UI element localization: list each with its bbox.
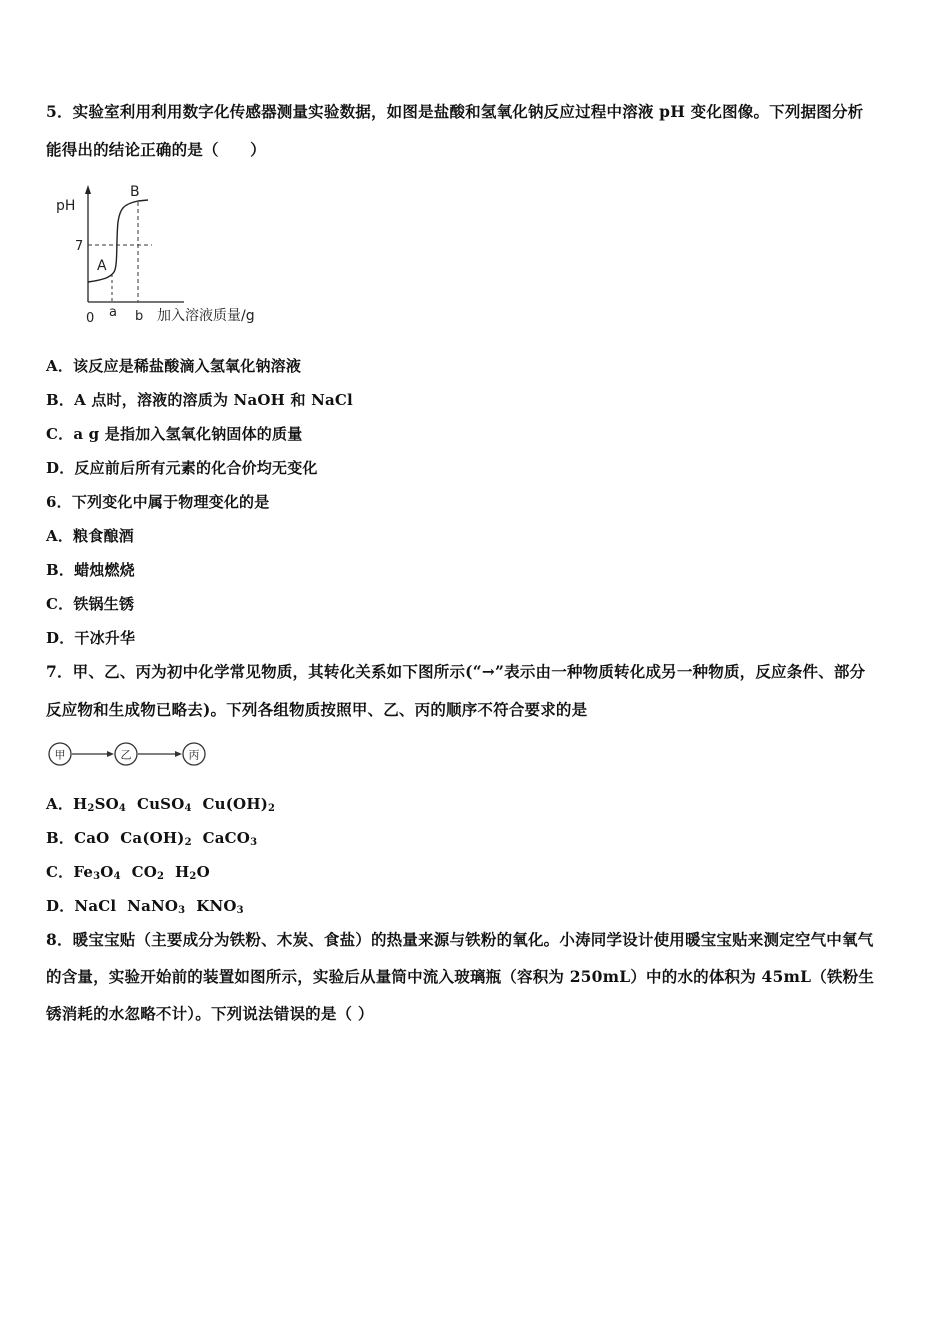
formula-part: Fe — [73, 863, 94, 881]
q7-option-c — [46, 862, 210, 882]
q8-stem-line3: 锈消耗的水忽略不计）。下列说法错误的是（ ） — [46, 1004, 374, 1023]
subscript: 2 — [157, 871, 165, 882]
q5-option-c: C．a g 是指加入氢氧化钠固体的质量 — [46, 425, 303, 443]
point-a-label: A — [97, 258, 107, 274]
formula-part: O — [100, 863, 114, 881]
y-axis-label: pH — [56, 198, 76, 214]
subscript: 4 — [118, 803, 127, 814]
point-b-label: B — [130, 184, 140, 200]
q5-stem-line2: 能得出的结论正确的是（ ） — [46, 140, 266, 159]
subscript: 3 — [236, 905, 244, 916]
subscript: 3 — [93, 871, 101, 882]
subscript: 2 — [87, 803, 95, 814]
subscript: 3 — [250, 837, 258, 848]
formula-part: CaCO — [202, 829, 251, 847]
formula-part: H — [73, 795, 88, 813]
formula-part: O — [196, 863, 210, 881]
option-label: D． — [46, 897, 75, 915]
q6-option-d: D．干冰升华 — [46, 629, 136, 647]
q5-option-a: A．该反应是稀盐酸滴入氢氧化钠溶液 — [46, 357, 302, 375]
arrow-2-head — [175, 751, 182, 757]
q7-stem-line2: 反应物和生成物已略去)。下列各组物质按照甲、乙、丙的顺序不符合要求的是 — [46, 700, 588, 719]
q6-option-c: C．铁锅生锈 — [46, 595, 135, 613]
subscript: 4 — [113, 871, 121, 882]
node-yi-label: 乙 — [120, 748, 132, 762]
q8-stem-line2: 的含量，实验开始前的装置如图所示，实验后从量筒中流入玻璃瓶（容积为 250mL）中的水的体积为 45mL（铁粉生 — [46, 967, 875, 986]
y-axis-arrow — [85, 185, 91, 194]
q5-stem-line1: 5．实验室利用利用数字化传感器测量实验数据，如图是盐酸和氢氧化钠反应过程中溶液 pH 变化图像。下列据图分析 — [46, 102, 864, 121]
arrow-1-head — [107, 751, 114, 757]
q6-option-a: A．粮食酿酒 — [46, 527, 134, 545]
x-tick-b: b — [135, 309, 144, 324]
formula-part: NaNO — [127, 897, 179, 915]
formula-part: CO — [131, 863, 158, 881]
formula-part: KNO — [196, 897, 237, 915]
formula-part: Ca(OH) — [120, 829, 185, 847]
subscript: 4 — [184, 803, 192, 814]
ph-curve-graph — [44, 180, 284, 330]
formula-part: CuSO — [136, 795, 185, 813]
conversion-diagram — [44, 736, 214, 772]
q6-option-b: B．蜡烛燃烧 — [46, 561, 135, 579]
formula-part: H — [175, 863, 190, 881]
q7-stem-line1: 7．甲、乙、丙为初中化学常见物质，其转化关系如下图所示(“→”表示由一种物质转化成另一种物质，反应条件、部分 — [46, 662, 866, 681]
q6-stem: 6．下列变化中属于物理变化的是 — [46, 493, 270, 511]
subscript: 2 — [189, 871, 197, 882]
q8-stem-line1: 8．暖宝宝贴（主要成分为铁粉、木炭、食盐）的热量来源与铁粉的氧化。小涛同学设计使用暖宝宝贴来测定空气中氧气 — [46, 930, 874, 949]
node-jia-label: 甲 — [54, 748, 66, 762]
x-axis-label: 加入溶液质量/g — [157, 308, 255, 324]
option-label: C． — [46, 863, 74, 881]
formula-part: CaO — [74, 829, 110, 847]
q7-option-d — [46, 896, 244, 916]
q5-option-d: D．反应前后所有元素的化合价均无变化 — [46, 459, 318, 477]
x-tick-a: a — [109, 305, 117, 320]
formula-part: SO — [94, 795, 119, 813]
option-label: A． — [46, 795, 74, 813]
node-bing-label: 丙 — [188, 748, 200, 762]
subscript: 3 — [178, 905, 186, 916]
subscript: 2 — [268, 803, 276, 814]
subscript: 2 — [184, 837, 192, 848]
q7-option-a — [46, 794, 275, 814]
q7-option-b — [46, 828, 257, 848]
formula-part: NaCl — [74, 897, 117, 915]
q5-option-b: B．A 点时，溶液的溶质为 NaOH 和 NaCl — [46, 391, 353, 409]
option-label: B． — [46, 829, 75, 847]
origin-label: 0 — [86, 311, 95, 326]
y-tick-7: 7 — [75, 239, 84, 254]
formula-part: Cu(OH) — [202, 795, 268, 813]
